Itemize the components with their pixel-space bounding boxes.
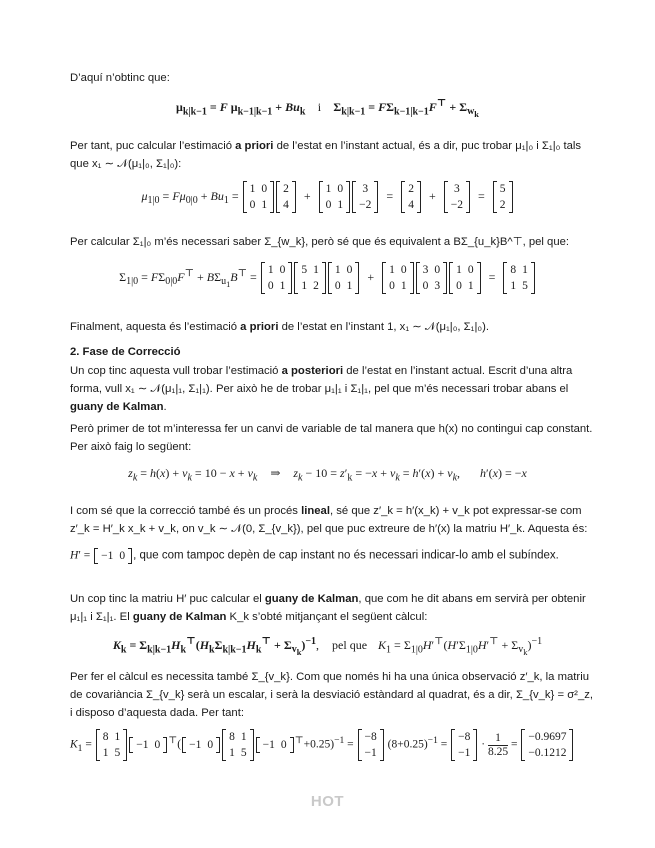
para-linear: I com sé que la correcció també és un procés lineal, sé que z′_k = h′(x_k) + v_k pot expressar-se com z′_k = H′_k x_k + v_k, on v_k ∼ 𝒩(0, Σ_{v_k}), pel que puc extreure de h′(x) la matriu H′_k. Aquesta és:	[70, 505, 588, 535]
equation-h-prime: H′ = −1 0 , que com tampoc depèn de cap instant no és necessari indicar-lo amb el subíndex.	[70, 549, 559, 562]
para-calc: Per fer el càlcul es necessita també Σ_{v_k}. Com que només hi ha una única observació z′_k, la matriu de covariància Σ_{v_k} serà un escalar, i serà la desviació estàndard al quadrat, és a dir, Σ_{v_k} = σ²_z, i disposo d’aquesta dada. Per tant:	[70, 671, 594, 719]
para-change: Però primer de tot m’interessa fer un canvi de variable de tal manera que h(x) no contingui cap constant. Per això faig lo següent:	[70, 423, 593, 453]
equation-change-variable: $z_k = h(x) + v_k = 10 - x + v_k$ ⇒ $z_k - 10 = z'_k = -x + v_k = h'(x) + v_k$, h′(x) = −x	[128, 466, 527, 484]
equation-prediction: $\mu_{k|k-1} = F$ $\mu_{k-1|k-1} + Bu_k$ i $\Sigma_{k|k-1} = F\Sigma_{k-1|k-1}F^⊤ + \Sigma_{w_k}$	[176, 98, 479, 120]
para-intro: D’aquí n’obtinc que:	[70, 72, 170, 84]
para-sigma: Per calcular Σ₁|₀ m’és necessari saber Σ_{w_k}, però sé que és equivalent a BΣ_{u_k}B^⊤, pel que:	[70, 236, 570, 248]
footer-watermark: HOT	[310, 793, 345, 810]
equation-mu-prior: $\mu_{1|0} = F\mu_{0|0} + Bu_1$ = 1 0 0 1 2 4 + 1 0 0 1 3 −2 = 2 4 + 3 −2 = 5 2	[0, 181, 655, 213]
para-correction: Un cop tinc aquesta vull trobar l’estimació a posteriori de l’estat en l’instant actual. Escrit d’una altra forma, vull x₁ ∼ 𝒩(μ₁|₁, Σ₁|₁). Per això he de trobar μ₁|₁ i Σ₁|₁, pel que m’és necessari trobar abans el guany de Kalman.	[70, 365, 573, 413]
para-final: Finalment, aquesta és l’estimació a priori de l’estat en l’instant 1, x₁ ∼ 𝒩(μ₁|₀, Σ₁|₀).	[70, 321, 489, 333]
equation-kalman-gain: $K_k = \Sigma_{k|k-1}H_k^⊤(H_k\Sigma_{k|k-1}H_k^⊤ + \Sigma_{v_k})^{-1}$, pel que $K_1 = \Sigma_{1|0}H'^⊤(H'\Sigma_{1|0}H'^⊤ + \Sigma_{v_k})^{-1}$	[112, 636, 543, 658]
section-title: 2. Fase de Correcció	[70, 346, 181, 358]
para-gain: Un cop tinc la matriu H′ puc calcular el guany de Kalman, que com he dit abans em servirà per obtenir μ₁|₁ i Σ₁|₁. El guany de Kalman K_k s’obté mitjançant el següent càlcul:	[70, 593, 586, 623]
para-prior: Per tant, puc calcular l’estimació a priori de l’estat en l’instant actual, és a dir, puc trobar μ₁|₀ i Σ₁|₀ tals que x₁ ∼ 𝒩(μ₁|₀, Σ₁|₀):	[70, 140, 582, 170]
equation-k1: $K_1$ = 8 1 1 5 −1 0 ⊤( −1 0 8 1 1 5 −1 0 ⊤+0.25)$^{-1}$ = −8 −1 $(8+0.25)^{-1}$ = −8 −1 · $\frac{1}{8.25}$ = −0.9697 −0.1212	[70, 729, 574, 761]
h-prime-note: , que com tampoc depèn de cap instant no és necessari indicar-lo amb el subíndex.	[133, 549, 559, 562]
equation-sigma-prior: $\Sigma_{1|0} = F\Sigma_{0|0}F^⊤ + B\Sigma_{u_1}B^⊤$ = 1 0 0 1 5 1 1 2 1 0 0 1 + 1 0 0 1 3 0 0 3 1 0 0 1 = 8 1 1 5	[0, 262, 655, 294]
